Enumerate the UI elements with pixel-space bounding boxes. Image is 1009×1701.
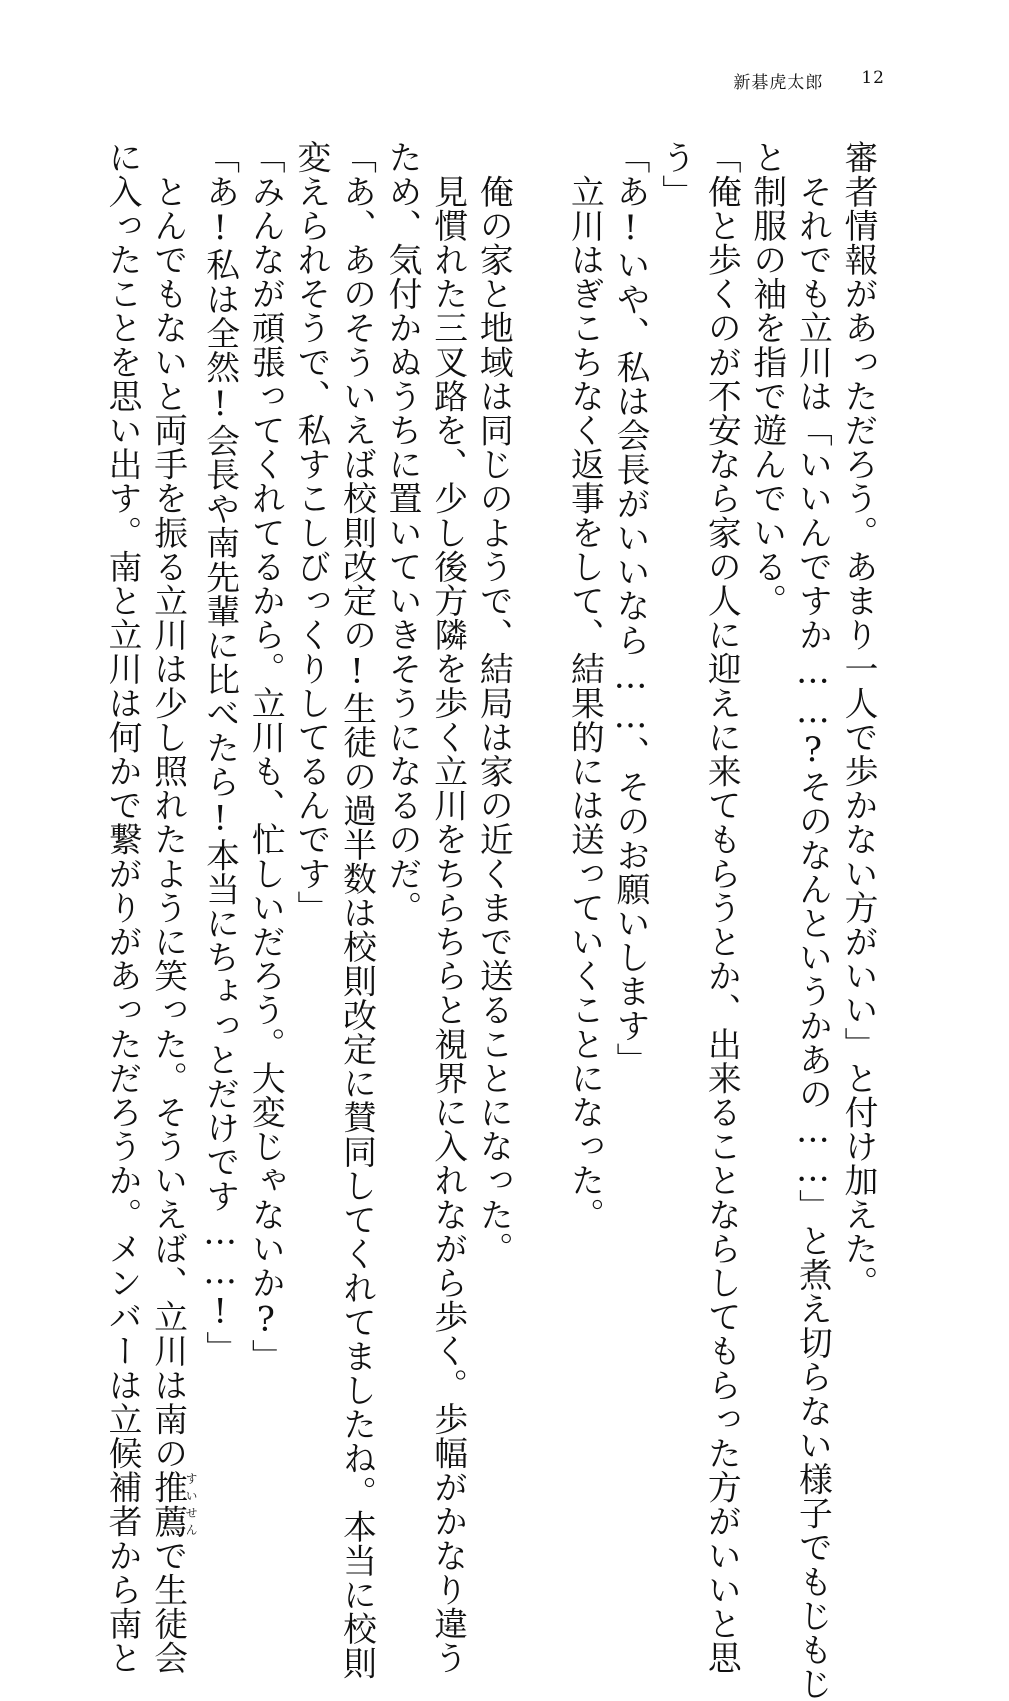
text-line: 立川はぎこちなく返事をして、結果的には送っていくことになった。 <box>565 140 605 1232</box>
page-number: 12 <box>861 68 885 88</box>
author-name: 新碁虎太郎 <box>733 73 824 93</box>
text-line: 見慣れた三叉路を、少し後方隣を歩く立川をちらちらと視界に入れながら歩く。歩幅がかなり違う <box>428 140 468 1675</box>
text-line: 「みんなが頑張ってくれてるから。立川も、忙しいだろう。大変じゃないか?」 <box>246 140 286 1373</box>
paragraph-break <box>516 140 562 1370</box>
text-line: ため、気付かぬうちに置いていきそうになるのだ。 <box>383 140 423 925</box>
furigana-reading: すいせん <box>184 1469 199 1539</box>
text-line: それでも立川は「いいんですか……?そのなんというかあの……」と煮え切らない様子でもじもじ <box>793 140 833 1701</box>
text-line: 俺の家と地域は同じのようで、結局は家の近くまで送ることになった。 <box>474 140 514 1266</box>
vertical-body-text <box>103 140 881 1701</box>
text-line: 審者情報があっただろう。あまり一人で歩かない方がいい」と付け加えた。 <box>839 140 878 1300</box>
text-line: 「俺と歩くのが不安なら家の人に迎えに来てもらうとか、出来ることならしてもらった方がいいと思 <box>702 140 742 1675</box>
text-line: 「あ、あのそういえば校則改定の!生徒の過半数は校則改定に賛同してくれてましたね。本当に校則 <box>337 140 377 1680</box>
text-line: う」 <box>656 140 696 209</box>
running-header <box>733 68 885 93</box>
text-line: 「あ!いや、私は会長がいいなら……、そのお願いします」 <box>611 140 651 1077</box>
furigana-ruby: 推薦すいせん <box>148 1469 199 1539</box>
text-line: と制服の袖を指で遊んでいる。 <box>747 140 787 618</box>
text-line: に入ったことを思い出す。南と立川は何かで繋がりがあっただろうか。メンバーは立候補者から南と <box>103 140 142 1675</box>
text-line: 変えられそうで、私すこしびっくりしてるんです」 <box>291 140 331 925</box>
text-line-with-ruby: とんでもないと両手を振る立川は少し照れたように笑った。そういえば、立川は南の推薦すいせんで生徒会 <box>148 140 199 1675</box>
text-line: 「あ!私は全然!会長や南先輩に比べたら!本当にちょっとだけです……!」 <box>200 140 240 1365</box>
